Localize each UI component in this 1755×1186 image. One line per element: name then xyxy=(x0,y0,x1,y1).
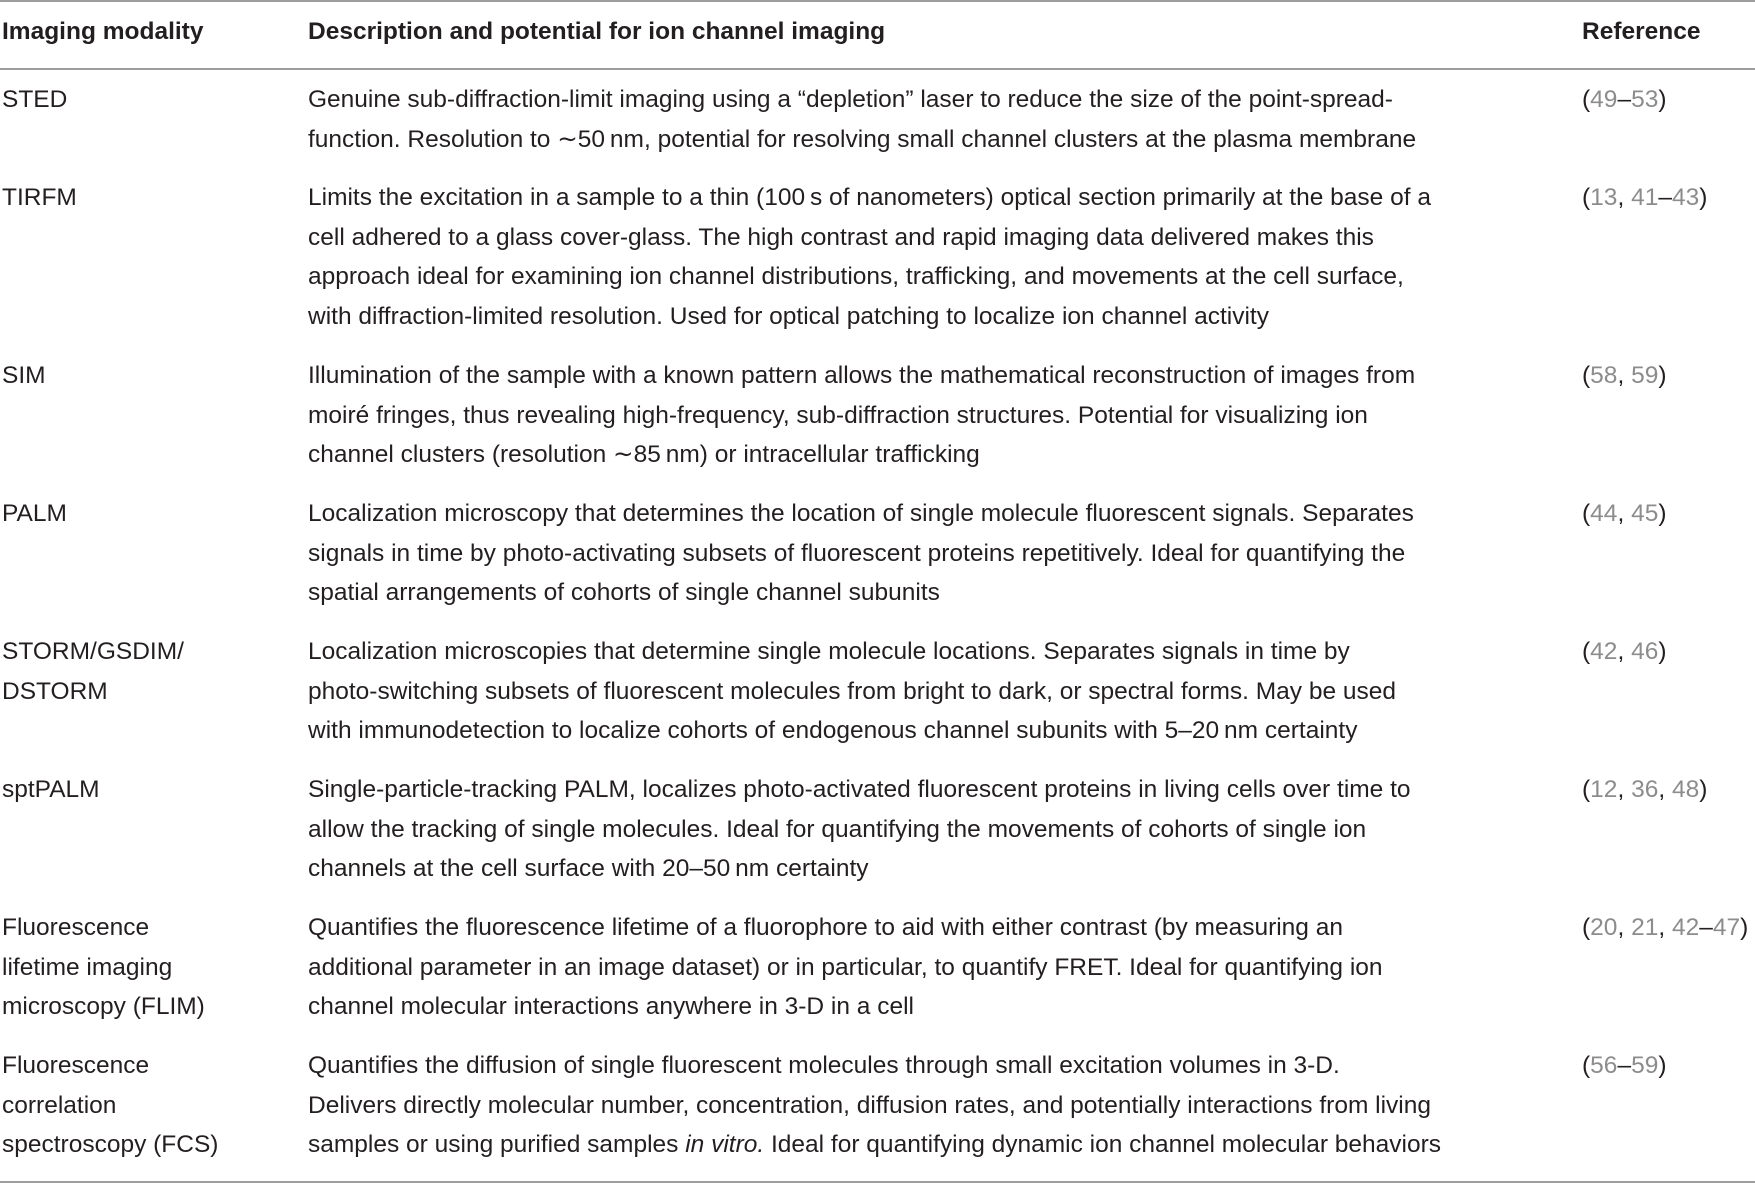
table-top-rule xyxy=(0,0,1755,2)
reference-separator: , xyxy=(1617,914,1632,941)
reference-link[interactable]: 41 xyxy=(1631,184,1659,211)
reference-link[interactable]: 53 xyxy=(1631,86,1659,113)
reference-cell xyxy=(1582,178,1707,218)
reference-paren: ( xyxy=(1582,184,1591,211)
reference-paren: ( xyxy=(1582,914,1591,941)
description-line: Genuine sub-diffraction-limit imaging using a “depletion” laser to reduce the size of the point-spread- xyxy=(308,86,1393,113)
reference-paren: ) xyxy=(1740,914,1749,941)
modality-cell: STORM/GSDIM/ xyxy=(2,638,184,665)
description-line: channel clusters (resolution ∼85 nm) or intracellular trafficking xyxy=(308,441,980,468)
reference-paren: ) xyxy=(1658,1052,1667,1079)
reference-paren: ( xyxy=(1582,500,1591,527)
modality-cell: STED xyxy=(2,86,68,113)
reference-link[interactable]: 58 xyxy=(1590,362,1618,389)
reference-link[interactable]: 36 xyxy=(1631,776,1659,803)
modality-cell: spectroscopy (FCS) xyxy=(2,1131,219,1158)
description-line: Single-particle-tracking PALM, localizes photo-activated fluorescent proteins in living cells over time to xyxy=(308,776,1411,803)
reference-separator: , xyxy=(1617,362,1632,389)
header-reference: Reference xyxy=(1582,18,1701,45)
description-line: allow the tracking of single molecules. Ideal for quantifying the movements of cohorts of single ion xyxy=(308,815,1367,843)
reference-cell xyxy=(1582,1046,1667,1086)
reference-cell xyxy=(1582,80,1667,120)
reference-separator: – xyxy=(1658,184,1672,211)
description-line: Localization microscopy that determines the location of single molecule fluorescent signals. Separates xyxy=(308,500,1414,527)
modality-cell: microscopy (FLIM) xyxy=(2,993,205,1020)
description-text: Ideal for quantifying dynamic ion channel molecular behaviors xyxy=(764,1131,1442,1158)
description-line: with diffraction-limited resolution. Used for optical patching to localize ion channel activity xyxy=(308,302,1269,330)
reference-link[interactable]: 45 xyxy=(1631,500,1659,527)
description-line: channel molecular interactions anywhere in 3-D in a cell xyxy=(308,993,915,1020)
description-line: moiré fringes, thus revealing high-frequency, sub-diffraction structures. Potential for visualizing ion xyxy=(308,401,1368,429)
reference-paren: ( xyxy=(1582,638,1591,665)
description-line: cell adhered to a glass cover-glass. The high contrast and rapid imaging data delivered makes this xyxy=(308,223,1374,251)
reference-link[interactable]: 12 xyxy=(1590,776,1618,803)
table-bottom-rule xyxy=(0,1181,1755,1183)
description-line: with immunodetection to localize cohorts of endogenous channel subunits with 5–20 nm certainty xyxy=(308,717,1358,744)
description-text: samples or using purified samples xyxy=(308,1131,686,1158)
reference-separator: , xyxy=(1617,776,1632,803)
modality-cell: sptPALM xyxy=(2,776,100,803)
reference-paren: ) xyxy=(1658,86,1667,113)
reference-link[interactable]: 13 xyxy=(1590,184,1618,211)
reference-separator: , xyxy=(1617,638,1632,665)
description-line: channels at the cell surface with 20–50 nm certainty xyxy=(308,855,869,882)
reference-paren: ) xyxy=(1658,362,1667,389)
description-line: Delivers directly molecular number, concentration, diffusion rates, and potentially interactions from living xyxy=(308,1091,1432,1119)
header-description: Description and potential for ion channel imaging xyxy=(308,18,886,45)
reference-link[interactable]: 46 xyxy=(1631,638,1659,665)
reference-cell xyxy=(1582,494,1667,534)
description-line: function. Resolution to ∼50 nm, potential for resolving small channel clusters at the plasma membrane xyxy=(308,125,1417,153)
modality-cell: correlation xyxy=(2,1091,117,1119)
reference-cell xyxy=(1582,908,1748,948)
reference-cell xyxy=(1582,356,1667,396)
reference-separator: , xyxy=(1617,184,1632,211)
description-line: Illumination of the sample with a known pattern allows the mathematical reconstruction of images from xyxy=(308,362,1416,389)
modality-cell: lifetime imaging xyxy=(2,953,173,981)
modality-cell: SIM xyxy=(2,362,46,389)
description-line: signals in time by photo-activating subsets of fluorescent proteins repetitively. Ideal for quantifying the xyxy=(308,539,1406,567)
reference-cell xyxy=(1582,770,1707,810)
header-imaging-modality: Imaging modality xyxy=(2,18,204,45)
table-header-rule xyxy=(0,68,1755,70)
reference-paren: ( xyxy=(1582,362,1591,389)
reference-paren: ) xyxy=(1699,184,1708,211)
reference-paren: ( xyxy=(1582,1052,1591,1079)
description-line: Localization microscopies that determine single molecule locations. Separates signals in time by xyxy=(308,638,1350,665)
reference-link[interactable]: 42 xyxy=(1671,914,1700,941)
modality-cell: Fluorescence xyxy=(2,914,150,941)
reference-link[interactable]: 42 xyxy=(1590,638,1618,665)
reference-separator: – xyxy=(1617,1052,1632,1079)
reference-paren: ( xyxy=(1582,776,1591,803)
reference-link[interactable]: 43 xyxy=(1671,184,1700,211)
description-line: Quantifies the diffusion of single fluorescent molecules through small excitation volumes in 3-D. xyxy=(308,1052,1340,1079)
reference-separator: , xyxy=(1658,914,1672,941)
description-line xyxy=(308,1125,1441,1165)
reference-link[interactable]: 56 xyxy=(1590,1052,1618,1079)
reference-paren: ) xyxy=(1699,776,1708,803)
reference-link[interactable]: 59 xyxy=(1631,1052,1659,1079)
description-line: Quantifies the fluorescence lifetime of a fluorophore to aid with either contrast (by measuring an xyxy=(308,914,1343,941)
reference-link[interactable]: 20 xyxy=(1590,914,1618,941)
reference-separator: , xyxy=(1617,500,1632,527)
modality-cell: Fluorescence xyxy=(2,1052,150,1079)
description-line: Limits the excitation in a sample to a thin (100 s of nanometers) optical section primarily at the base of a xyxy=(308,184,1431,211)
reference-link[interactable]: 49 xyxy=(1590,86,1618,113)
description-line: photo-switching subsets of fluorescent molecules from bright to dark, or spectral forms. May be used xyxy=(308,677,1397,705)
modality-cell: PALM xyxy=(2,500,67,527)
reference-link[interactable]: 21 xyxy=(1631,914,1659,941)
modality-cell: TIRFM xyxy=(2,184,77,211)
description-italic-text: in vitro. xyxy=(685,1131,765,1158)
reference-paren: ) xyxy=(1658,500,1667,527)
reference-link[interactable]: 59 xyxy=(1631,362,1659,389)
reference-paren: ) xyxy=(1658,638,1667,665)
reference-link[interactable]: 48 xyxy=(1671,776,1700,803)
reference-cell xyxy=(1582,632,1667,672)
reference-separator: – xyxy=(1617,86,1632,113)
description-line: additional parameter in an image dataset) or in particular, to quantify FRET. Ideal for quantifying ion xyxy=(308,953,1383,981)
modality-cell: DSTORM xyxy=(2,677,108,705)
reference-link[interactable]: 44 xyxy=(1590,500,1618,527)
description-line: spatial arrangements of cohorts of single channel subunits xyxy=(308,579,940,606)
reference-separator: , xyxy=(1658,776,1672,803)
reference-separator: – xyxy=(1699,914,1713,941)
reference-paren: ( xyxy=(1582,86,1591,113)
description-line: approach ideal for examining ion channel distributions, trafficking, and movements at the cell surface, xyxy=(308,263,1404,290)
reference-link[interactable]: 47 xyxy=(1712,914,1741,941)
